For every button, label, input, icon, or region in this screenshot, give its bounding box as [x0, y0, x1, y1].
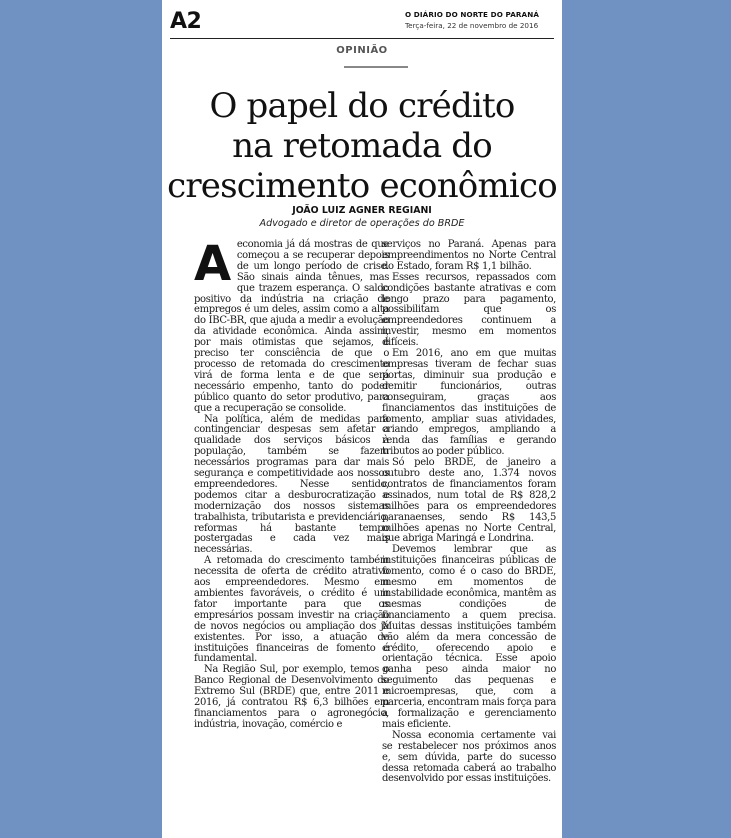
section-underline — [344, 66, 408, 68]
article-column-right — [382, 240, 556, 785]
paragraph: economia já dá mostras de que começou a se recuperar depois de um longo período de crise. São sinais ainda tênues, mas que trazem esperança. O saldo positivo da indústria na criação de empregos é um deles, assim como a alta do IBC-BR, que ajuda a medir a evolução da atividade econômica. Ainda assim, por mais otimistas que sejamos, é preciso ter consciência de que o processo de retomada do crescimento virá de forma lenta e de que será necessário empenho, tanto do poder público quanto do setor produtivo, para que a recuperação se consolide. — [194, 239, 389, 414]
header-rule — [170, 38, 554, 39]
paragraph: Só pelo BRDE, de janeiro a outubro deste ano, 1.374 novos contratos de financiamentos foram assinados, num total de R$ 828,2 milhões para os empreendedores paranaenses, sendo R$ 143,5 milhões apenas no Norte Central, que abriga Maringá e Londrina. — [382, 457, 556, 545]
paragraph: Na política, além de medidas para contingenciar despesas sem afetar a qualidade dos serviços básicos à população, também se fazem necessários programas para dar mais segurança e competitividade aos nossos empreendedores. Nesse sentido, podemos citar a desburocratização e modernização dos nossos sistemas trabalhista, tributarista e previdenciário, reformas há bastante tempo postergadas e cada vez mais necessárias. — [194, 413, 389, 556]
section-label: OPINIÃO — [336, 45, 388, 56]
paragraph: Devemos lembrar que as instituições financeiras públicas de fomento, como é o caso do BRDE, mesmo em momentos de instabilidade econômica, mantêm as mesmas condições de financiamento a quem precisa. Muitas dessas instituições também vão além da mera concessão de crédito, oferecendo apoio e orientação técnica. Esse apoio ganha peso ainda maior no seguimento das pequenas e microempresas, que, com a parceria, encontram mais força para a formalização e gerenciamento mais eficiente. — [382, 544, 556, 730]
masthead — [405, 10, 540, 30]
newspaper-page — [162, 0, 562, 838]
paragraph: Em 2016, ano em que muitas empresas tiveram de fechar suas portas, diminuir sua produção e demitir funcionários, outras conseguiram, graças aos financiamentos das instituições de fomento, ampliar suas atividades, criando empregos, ampliando a renda das famílias e gerando tributos ao poder público. — [382, 348, 556, 458]
page-header — [162, 0, 562, 40]
paragraph: Esses recursos, repassados com condições bastante atrativas e com longo prazo para pagamento, possibilitam que os empreendedores continuem a investir, mesmo em momentos difíceis. — [382, 271, 556, 349]
headline-line: na retomada do — [232, 126, 492, 166]
issue-date: Terça-feira, 22 de novembro de 2016 — [405, 21, 539, 30]
headline-line: O papel do crédito — [209, 86, 515, 126]
article-column-left — [194, 236, 389, 731]
drop-cap: A — [194, 236, 231, 292]
headline — [162, 86, 562, 206]
author-name: JOÃO LUIZ AGNER REGIANI — [292, 205, 432, 216]
page-number: A2 — [170, 9, 202, 34]
newspaper-name: O DIÁRIO DO NORTE DO PARANÁ — [405, 10, 539, 19]
paragraph: A retomada do crescimento também necessita de oferta de crédito atrativo aos empreendedores. Mesmo em ambientes favoráveis, o crédito é um fator importante para que os empresários possam investir na criação de novos negócios ou ampliação dos já existentes. Por isso, a atuação de instituições financeiras de fomento é fundamental. — [194, 555, 389, 665]
headline-line: crescimento econômico — [167, 166, 557, 206]
paragraph: Nossa economia certamente vai se restabelecer nos próximos anos e, sem dúvida, parte do sucesso dessa retomada caberá ao trabalho desenvolvido por essas instituições. — [382, 729, 556, 785]
paragraph: serviços no Paraná. Apenas para empreendimentos no Norte Central do Estado, foram R$ 1,1 bilhão. — [382, 239, 556, 272]
author-role: Advogado e diretor de operações do BRDE — [259, 218, 465, 229]
paragraph: Na Região Sul, por exemplo, temos o Banco Regional de Desenvolvimento do Extremo Sul (BRDE) que, entre 2011 e 2016, já contratou R$ 6,3 bilhões em financiamentos para o agronegócio, indústria, inovação, comércio e — [194, 664, 389, 730]
